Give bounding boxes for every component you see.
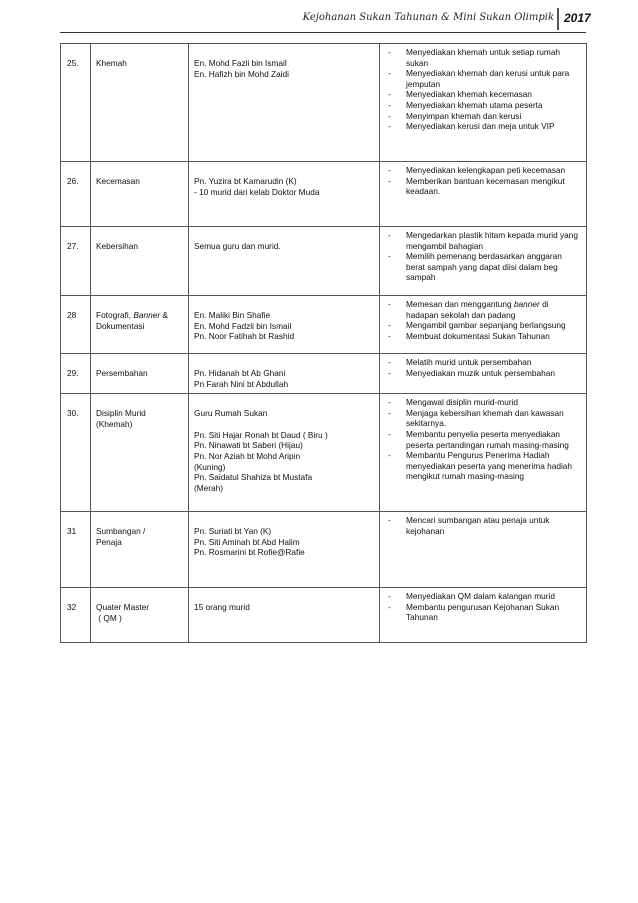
- person-in-charge-line: Pn. Yuzira bt Kamarudin (K): [194, 176, 297, 186]
- bullet-dash: -: [388, 68, 391, 79]
- department-line: ( QM ): [96, 612, 122, 623]
- task-text: Menyediakan khemah untuk setiap rumah sukan: [406, 47, 561, 68]
- department-line: Kecemasan: [96, 176, 140, 186]
- person-in-charge-line: - 10 murid dari kelab Doktor Muda: [194, 186, 320, 197]
- table-row: [61, 296, 587, 354]
- row-number: 30.: [67, 408, 79, 419]
- person-in-charge-lead: Guru Rumah Sukan: [194, 408, 268, 419]
- bullet-dash: -: [388, 397, 391, 408]
- department-cell: [91, 227, 189, 296]
- spacer: [194, 419, 375, 430]
- task-text: Mengambil gambar sepanjang berlangsung: [406, 320, 566, 331]
- bullet-dash: -: [388, 357, 391, 367]
- task-item: [386, 299, 580, 320]
- bullet-dash: -: [388, 330, 391, 341]
- task-text: Memilih pemenang berdasarkan anggaran berat sampah yang dapat diisi dalam beg sampah: [406, 251, 562, 283]
- bullet-dash: -: [388, 450, 391, 461]
- person-in-charge-line: En. Mohd Fadzli bin Ismail: [194, 320, 292, 331]
- task-item: [386, 591, 580, 602]
- department-line: Fotografi, Banner &: [96, 310, 168, 320]
- person-in-charge-line: (Kuning): [194, 461, 226, 472]
- task-item: [386, 357, 580, 368]
- task-item: [386, 450, 580, 482]
- header-divider: [557, 8, 559, 30]
- task-item: [386, 408, 580, 429]
- bullet-dash: -: [388, 175, 391, 186]
- task-item: [386, 397, 580, 408]
- task-item: [386, 331, 580, 342]
- person-in-charge-line: Pn. Siti Aminah bt Abd Halim: [194, 536, 300, 547]
- row-number: 29.: [67, 368, 79, 378]
- task-item: [386, 515, 580, 536]
- department-cell: [91, 296, 189, 354]
- row-number: 28: [67, 310, 77, 320]
- table-row: [61, 588, 587, 643]
- task-text: Membuat dokumentasi Sukan Tahunan: [406, 330, 550, 341]
- header-title: Kejohanan Sukan Tahunan & Mini Sukan Olimpik: [302, 12, 554, 23]
- task-text: Menyediakan QM dalam kalangan murid: [406, 591, 555, 602]
- row-number-cell: [61, 512, 91, 588]
- bullet-dash: -: [388, 121, 391, 132]
- department-line: Sumbangan /: [96, 526, 146, 537]
- task-text: Memesan dan menggantung banner di hadapan sekolah dan padang: [406, 299, 549, 320]
- person-in-charge-cell: [189, 44, 380, 162]
- row-number: 31: [67, 526, 77, 537]
- person-in-charge-line: En. Hafizh bin Mohd Zaidi: [194, 68, 290, 79]
- person-in-charge-line: Pn. Nor Aziah bt Mohd Aripin: [194, 450, 301, 461]
- person-in-charge-line: Pn Farah Nini bt Abdullah: [194, 378, 289, 389]
- table-row: [61, 227, 587, 296]
- tasks-cell: [380, 394, 587, 512]
- header-year: 2017: [564, 11, 591, 25]
- person-in-charge-line: Pn. Ninawati bt Saberi (Hijau): [194, 440, 303, 451]
- row-number: 26.: [67, 176, 79, 186]
- task-text: Menyediakan muzik untuk persembahan: [406, 367, 555, 378]
- task-text: Menyimpan khemah dan kerusi: [406, 110, 522, 121]
- task-item: [386, 176, 580, 197]
- row-number: 25.: [67, 58, 79, 68]
- person-in-charge-cell: [189, 588, 380, 643]
- person-in-charge-line: Pn. Hidanah bt Ab Ghani: [194, 368, 286, 378]
- department-line: (Khemah): [96, 418, 133, 429]
- bullet-dash: -: [388, 591, 391, 602]
- task-text: Mengedarkan plastik hitam kepada murid yang mengambil bahagian: [406, 230, 579, 251]
- task-item: [386, 89, 580, 100]
- person-in-charge-line: 15 orang murid: [194, 602, 250, 613]
- person-in-charge-line: Pn. Noor Fatihah bt Rashid: [194, 331, 295, 342]
- department-line: Quater Master: [96, 602, 150, 613]
- task-item: [386, 165, 580, 176]
- task-item: [386, 230, 580, 251]
- tasks-cell: [380, 44, 587, 162]
- bullet-dash: -: [388, 601, 391, 612]
- person-in-charge-cell: [189, 512, 380, 588]
- department-line: Dokumentasi: [96, 320, 145, 331]
- table-row: [61, 512, 587, 588]
- header-rule: [60, 32, 586, 33]
- tasks-cell: [380, 512, 587, 588]
- department-cell: [91, 512, 189, 588]
- bullet-dash: -: [388, 110, 391, 121]
- task-text: Mencari sumbangan atau penaja untuk kejohanan: [406, 515, 550, 536]
- person-in-charge-line: Pn. Rosmarini bt Rofie@Rafie: [194, 547, 305, 558]
- table-row: [61, 162, 587, 227]
- department-line: Persembahan: [96, 368, 148, 378]
- task-item: [386, 68, 580, 89]
- row-number-cell: [61, 588, 91, 643]
- task-item: [386, 368, 580, 379]
- task-text: Menyediakan khemah dan kerusi untuk para jemputan: [406, 68, 570, 89]
- bullet-dash: -: [388, 299, 391, 309]
- duty-table: [60, 43, 587, 643]
- person-in-charge-cell: [189, 227, 380, 296]
- department-cell: [91, 44, 189, 162]
- task-item: [386, 320, 580, 331]
- row-number-cell: [61, 44, 91, 162]
- tasks-cell: [380, 588, 587, 643]
- tasks-cell: [380, 354, 587, 394]
- bullet-dash: -: [388, 165, 391, 175]
- tasks-cell: [380, 296, 587, 354]
- task-text: Mengawal disiplin murid-murid: [406, 397, 519, 408]
- task-text: Menjaga kebersihan khemah dan kawasan sekitarnya.: [406, 407, 564, 429]
- row-number: 32: [67, 602, 77, 613]
- bullet-dash: -: [388, 47, 391, 57]
- task-text: Menyediakan kerusi dan meja untuk VIP: [406, 121, 555, 132]
- row-number: 27.: [67, 241, 79, 251]
- bullet-dash: -: [388, 320, 391, 331]
- bullet-dash: -: [388, 407, 391, 418]
- person-in-charge-line: (Merah): [194, 482, 224, 493]
- person-in-charge-line: En. Maliki Bin Shafie: [194, 310, 271, 320]
- task-text: Membantu penyelia peserta menyediakan peserta pertandingan rumah masing-masing: [406, 428, 569, 450]
- person-in-charge-cell: [189, 162, 380, 227]
- row-number-cell: [61, 227, 91, 296]
- task-text: Menyediakan khemah kecemasan: [406, 89, 532, 100]
- bullet-dash: -: [388, 89, 391, 100]
- person-in-charge-cell: [189, 394, 380, 512]
- task-text: Menyediakan kelengkapan peti kecemasan: [406, 165, 566, 175]
- task-item: [386, 111, 580, 122]
- task-item: [386, 429, 580, 450]
- task-text: Melatih murid untuk persembahan: [406, 357, 532, 367]
- department-line: Disiplin Murid: [96, 408, 146, 419]
- task-item: [386, 100, 580, 111]
- row-number-cell: [61, 162, 91, 227]
- person-in-charge-cell: [189, 296, 380, 354]
- department-line: Penaja: [96, 536, 122, 547]
- bullet-dash: -: [388, 99, 391, 110]
- person-in-charge-cell: [189, 354, 380, 394]
- row-number-cell: [61, 296, 91, 354]
- department-cell: [91, 588, 189, 643]
- row-number-cell: [61, 394, 91, 512]
- department-cell: [91, 354, 189, 394]
- task-item: [386, 47, 580, 68]
- tasks-cell: [380, 162, 587, 227]
- task-item: [386, 121, 580, 132]
- task-item: [386, 251, 580, 283]
- table-row: [61, 394, 587, 512]
- page-header: [0, 8, 638, 32]
- bullet-dash: -: [388, 230, 391, 240]
- person-in-charge-line: Pn. Saidatul Shahiza bt Mustafa: [194, 472, 313, 483]
- task-text: Membantu Pengurus Penerima Hadiah menyediakan peserta yang menerima hadiah mengikut rumah masing-masing: [406, 450, 573, 482]
- row-number-cell: [61, 354, 91, 394]
- bullet-dash: -: [388, 367, 391, 378]
- department-line: Khemah: [96, 58, 127, 68]
- task-text: Membantu pengurusan Kejohanan Sukan Tahunan: [406, 601, 560, 623]
- table-row: [61, 44, 587, 162]
- table-row: [61, 354, 587, 394]
- department-cell: [91, 394, 189, 512]
- department-cell: [91, 162, 189, 227]
- person-in-charge-line: Pn. Siti Hajar Ronah bt Daud ( Biru ): [194, 429, 328, 440]
- person-in-charge-line: Semua guru dan murid.: [194, 241, 281, 251]
- task-item: [386, 602, 580, 623]
- task-text: Menyediakan khemah utama peserta: [406, 99, 543, 110]
- task-text: Memberikan bantuan kecemasan mengikut keadaan.: [406, 175, 565, 197]
- bullet-dash: -: [388, 251, 391, 262]
- department-line: Kebersihan: [96, 241, 138, 251]
- bullet-dash: -: [388, 515, 391, 526]
- tasks-cell: [380, 227, 587, 296]
- person-in-charge-line: Pn. Suriati bt Yan (K): [194, 526, 272, 537]
- bullet-dash: -: [388, 428, 391, 439]
- person-in-charge-line: En. Mohd Fazli bin Ismail: [194, 58, 287, 68]
